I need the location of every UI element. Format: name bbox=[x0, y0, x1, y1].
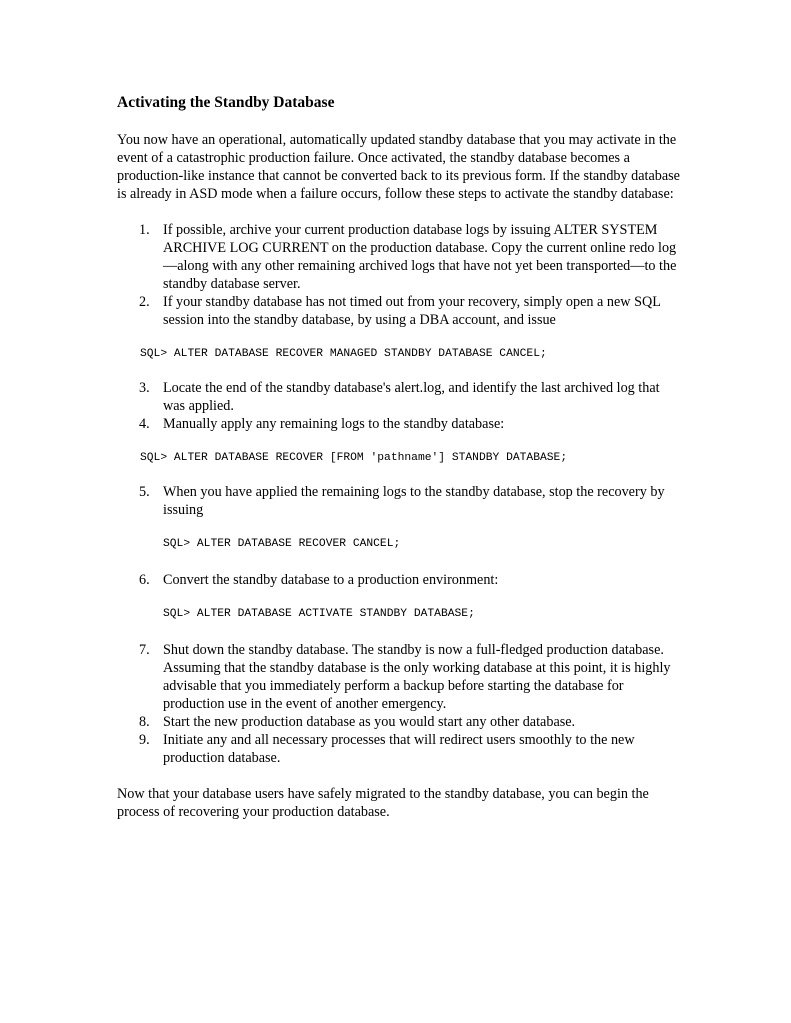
step-item bbox=[117, 713, 682, 731]
steps-list-c bbox=[117, 483, 682, 519]
step-number: 9. bbox=[139, 732, 150, 748]
step-item bbox=[117, 293, 682, 329]
step-number: 5. bbox=[139, 484, 150, 500]
step-item bbox=[117, 379, 682, 415]
document-page bbox=[117, 93, 682, 821]
step-text: Manually apply any remaining logs to the standby database: bbox=[163, 416, 505, 432]
step-text: Initiate any and all necessary processes that will redirect users smoothly to the new production database. bbox=[163, 732, 635, 766]
steps-list-b bbox=[117, 379, 682, 433]
step-item bbox=[117, 221, 682, 293]
step-text: If your standby database has not timed out from your recovery, simply open a new SQL session into the standby database, by using a DBA account, and issue bbox=[163, 294, 661, 328]
step-number: 8. bbox=[139, 714, 150, 730]
step-text: Locate the end of the standby database's alert.log, and identify the last archived log that was applied. bbox=[163, 380, 660, 414]
intro-paragraph: You now have an operational, automatically updated standby database that you may activate in the event of a catastrophic production failure. Once activated, the standby database becomes a production-like instance that cannot be converted back to its previous form. If the standby database is already in ASD mode when a failure occurs, follow these steps to activate the standby database: bbox=[117, 132, 680, 202]
steps-list-a bbox=[117, 221, 682, 329]
step-item bbox=[117, 571, 682, 589]
step-number: 4. bbox=[139, 416, 150, 432]
steps-list-e bbox=[117, 641, 682, 767]
step-number: 2. bbox=[139, 294, 150, 310]
step-text: If possible, archive your current production database logs by issuing ALTER SYSTEM ARCHIVE LOG CURRENT on the production database. Copy the current online redo log—along with any other remaining archived logs that have not yet been transported—to the standby database server. bbox=[163, 222, 677, 292]
step-item bbox=[117, 415, 682, 433]
section-title: Activating the Standby Database bbox=[117, 94, 335, 111]
code-recover-from: SQL> ALTER DATABASE RECOVER [FROM 'pathname'] STANDBY DATABASE; bbox=[140, 452, 568, 464]
step-text: When you have applied the remaining logs to the standby database, stop the recovery by issuing bbox=[163, 484, 665, 518]
code-recover-cancel: SQL> ALTER DATABASE RECOVER CANCEL; bbox=[163, 538, 401, 550]
step-item bbox=[117, 483, 682, 519]
steps-list-d bbox=[117, 571, 682, 589]
step-text: Start the new production database as you would start any other database. bbox=[163, 714, 576, 730]
code-activate: SQL> ALTER DATABASE ACTIVATE STANDBY DATABASE; bbox=[163, 608, 475, 620]
outro-paragraph: Now that your database users have safely migrated to the standby database, you can begin the process of recovering your production database. bbox=[117, 786, 649, 820]
step-number: 6. bbox=[139, 572, 150, 588]
step-text: Convert the standby database to a production environment: bbox=[163, 572, 499, 588]
step-item bbox=[117, 731, 682, 767]
step-number: 3. bbox=[139, 380, 150, 396]
step-text: Shut down the standby database. The standby is now a full-fledged production database. Assuming that the standby database is the only working database at this point, it is highly advisable that you immediately perform a backup before starting the database for production use in the event of another emergency. bbox=[163, 642, 671, 712]
step-item bbox=[117, 641, 682, 713]
step-number: 7. bbox=[139, 642, 150, 658]
code-cancel-managed: SQL> ALTER DATABASE RECOVER MANAGED STANDBY DATABASE CANCEL; bbox=[140, 348, 547, 360]
step-number: 1. bbox=[139, 222, 150, 238]
